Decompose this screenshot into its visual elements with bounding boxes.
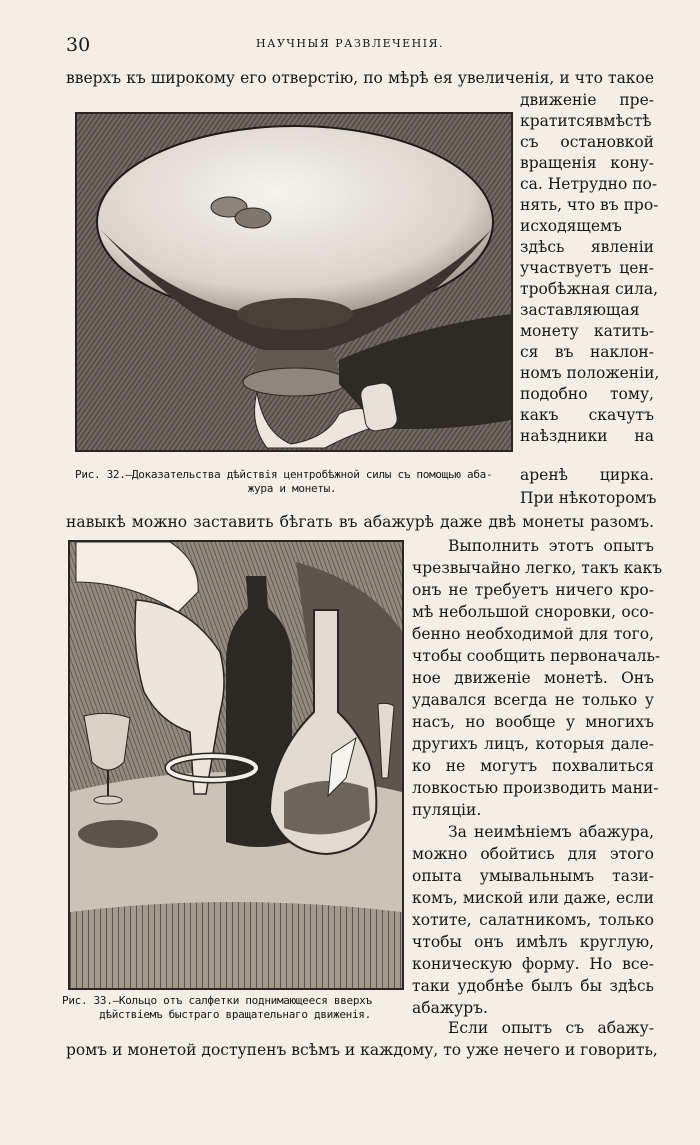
column1-line: ся въ наклон- (520, 343, 654, 361)
column1-line: нять, что въ про- (520, 196, 659, 214)
column2-line: удавался всегда не только у (412, 691, 654, 709)
column1-line: подобно тому, (520, 385, 654, 403)
column2-line: ловкостью производить мани- (412, 779, 659, 797)
column1-line: вращенія кону- (520, 154, 654, 172)
column2-line: чрезвычайно легко, такъ какъ (412, 559, 663, 577)
top-line: вверхъ къ широкому его отверстію, по мѣрѣ ея увеличенія, и что такое (66, 69, 654, 87)
column2-line: бенно необходимой для того, (412, 625, 654, 643)
column1-line: съ остановкой (520, 133, 654, 151)
bottom-line: ромъ и монетой доступенъ всѣмъ и каждому, то уже нечего и говорить, (66, 1041, 658, 1059)
column2-line: Выполнить этотъ опытъ (448, 537, 654, 555)
paragraph2-second-line: навыкѣ можно заставить бѣгать въ абажурѣ даже двѣ монеты разомъ. (66, 513, 654, 531)
column1-line: аренѣ цирка. (520, 466, 654, 484)
column1-line: движеніе пре- (520, 91, 654, 109)
column2-line: таки удобнѣе былъ бы здѣсь (412, 977, 654, 995)
figure-33-caption-line2: дѣйствіемъ быстраго вращательнаго движенія. (99, 1008, 371, 1021)
figure-32-caption-line2: жура и монеты. (247, 482, 337, 495)
column2-line: можно обойтись для этого (412, 845, 654, 863)
page-number: 30 (66, 34, 91, 56)
column2-line: комъ, миской или даже, если (412, 889, 654, 907)
column2-line: мѣ небольшой сноровки, осо- (412, 603, 654, 621)
column1-line: тробѣжная сила, (520, 280, 659, 298)
column1-line: са. Нетрудно по- (520, 175, 658, 193)
paragraph2-first-line: При нѣкоторомъ (520, 489, 657, 507)
column2-line: пуляціи. (412, 801, 482, 819)
column2-line: чтобы онъ имѣлъ круглую, (412, 933, 654, 951)
column2-line: другихъ лицъ, которыя дале- (412, 735, 654, 753)
column1-line: заставляющая (520, 301, 640, 319)
running-title: НАУЧНЫЯ РАЗВЛЕЧЕНІЯ. (256, 37, 444, 50)
column2-line: коническую форму. Но все- (412, 955, 654, 973)
figure-33-caption (62, 994, 408, 1022)
column2-line: онъ не требуетъ ничего кро- (412, 581, 654, 599)
column2-line: насъ, но вообще у многихъ (412, 713, 654, 731)
column2-line: ное движеніе монетѣ. Онъ (412, 669, 654, 687)
figure-32-caption (75, 468, 509, 496)
column2-line: ко не могутъ похвалиться (412, 757, 654, 775)
column2-line: Если опытъ съ абажу- (448, 1019, 654, 1037)
figure-33-engraving (68, 540, 404, 990)
figure-32-caption-line1: Рис. 32.—Доказательства дѣйствія центробѣжной силы съ помощью аба- (75, 468, 493, 481)
figure-32-engraving (75, 112, 513, 452)
column2-line: абажуръ. (412, 999, 488, 1017)
figure-33-caption-line1: Рис. 33.—Кольцо отъ салфетки поднимающееся вверхъ (62, 994, 372, 1007)
column1-line: номъ положеніи, (520, 364, 660, 382)
column1-line: кратитсявмѣстѣ (520, 112, 652, 130)
column2-line: опыта умывальнымъ тази- (412, 867, 654, 885)
column1-line: участвуетъ цен- (520, 259, 654, 277)
column1-line: наѣздники на (520, 427, 654, 445)
column1-line: какъ скачутъ (520, 406, 654, 424)
column2-line: хотите, салатникомъ, только (412, 911, 654, 929)
column2-line: За неимѣніемъ абажура, (448, 823, 654, 841)
column1-line: монету катить- (520, 322, 654, 340)
column2-line: чтобы сообщить первоначаль- (412, 647, 661, 665)
column1-line: здѣсь явленіи (520, 238, 654, 256)
column1-line: исходящемъ (520, 217, 622, 235)
